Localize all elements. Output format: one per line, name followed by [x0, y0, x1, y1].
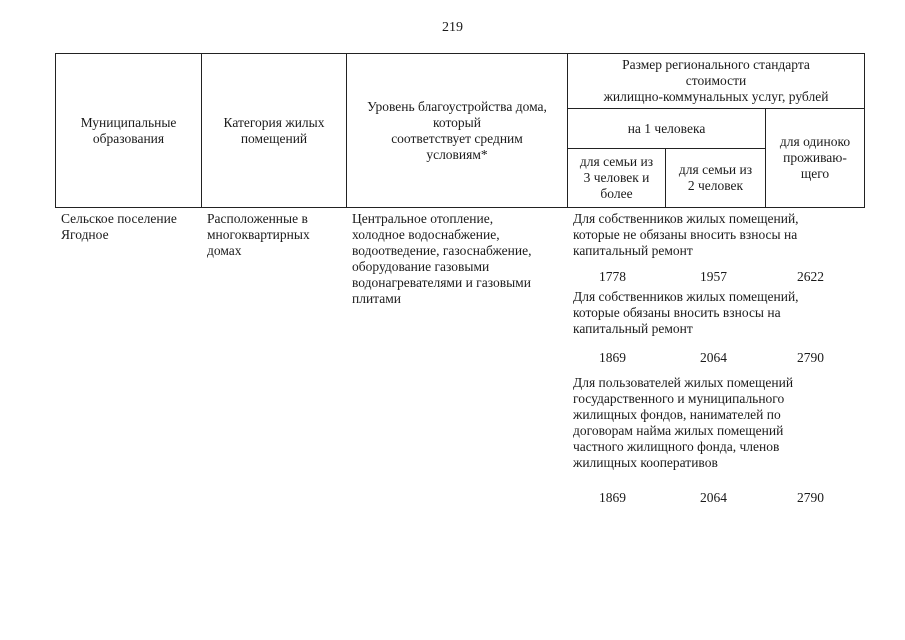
header-family-3: для семьи из 3 человек и более — [567, 148, 666, 208]
group-label: Для собственников жилых помещений, которые обязаны вносить взносы на капитальный ремонт — [573, 289, 799, 336]
value-single: 2622 — [797, 269, 824, 284]
value-single: 2790 — [797, 350, 824, 365]
row-municipality: Сельское поселение Ягодное — [61, 211, 177, 242]
header-single: для одиноко проживаю- щего — [765, 108, 865, 208]
row-category: Расположенные в многоквартирных домах — [207, 211, 310, 258]
group-label: Для собственников жилых помещений, которые не обязаны вносить взносы на капитальный ремонт — [573, 211, 799, 258]
value-family-3: 1869 — [599, 490, 626, 505]
page-number: 219 — [442, 20, 463, 35]
header-category: Категория жилых помещений — [201, 53, 347, 208]
header-standard-size: Размер регионального стандарта стоимости жилищно-коммунальных услуг, рублей — [567, 53, 865, 109]
value-family-3: 1778 — [599, 269, 626, 284]
header-per-person: на 1 человека — [567, 108, 766, 149]
value-family-3: 1869 — [599, 350, 626, 365]
header-municipality: Муниципальные образования — [55, 53, 202, 208]
value-family-2: 1957 — [700, 269, 727, 284]
value-family-2: 2064 — [700, 490, 727, 505]
header-level: Уровень благоустройства дома, который соответствует средним условиям* — [346, 53, 568, 208]
header-family-2: для семьи из 2 человек — [665, 148, 766, 208]
value-family-2: 2064 — [700, 350, 727, 365]
row-level: Центральное отопление, холодное водоснабжение, водоотведение, газоснабжение, оборудование газовыми водонагревателями и газовыми плитами — [352, 211, 532, 306]
value-single: 2790 — [797, 490, 824, 505]
group-label: Для пользователей жилых помещений государственного и муниципального жилищных фондов, нанимателей по договорам найма жилых помещений частного жилищного фонда, членов жилищных кооперативов — [573, 375, 794, 470]
